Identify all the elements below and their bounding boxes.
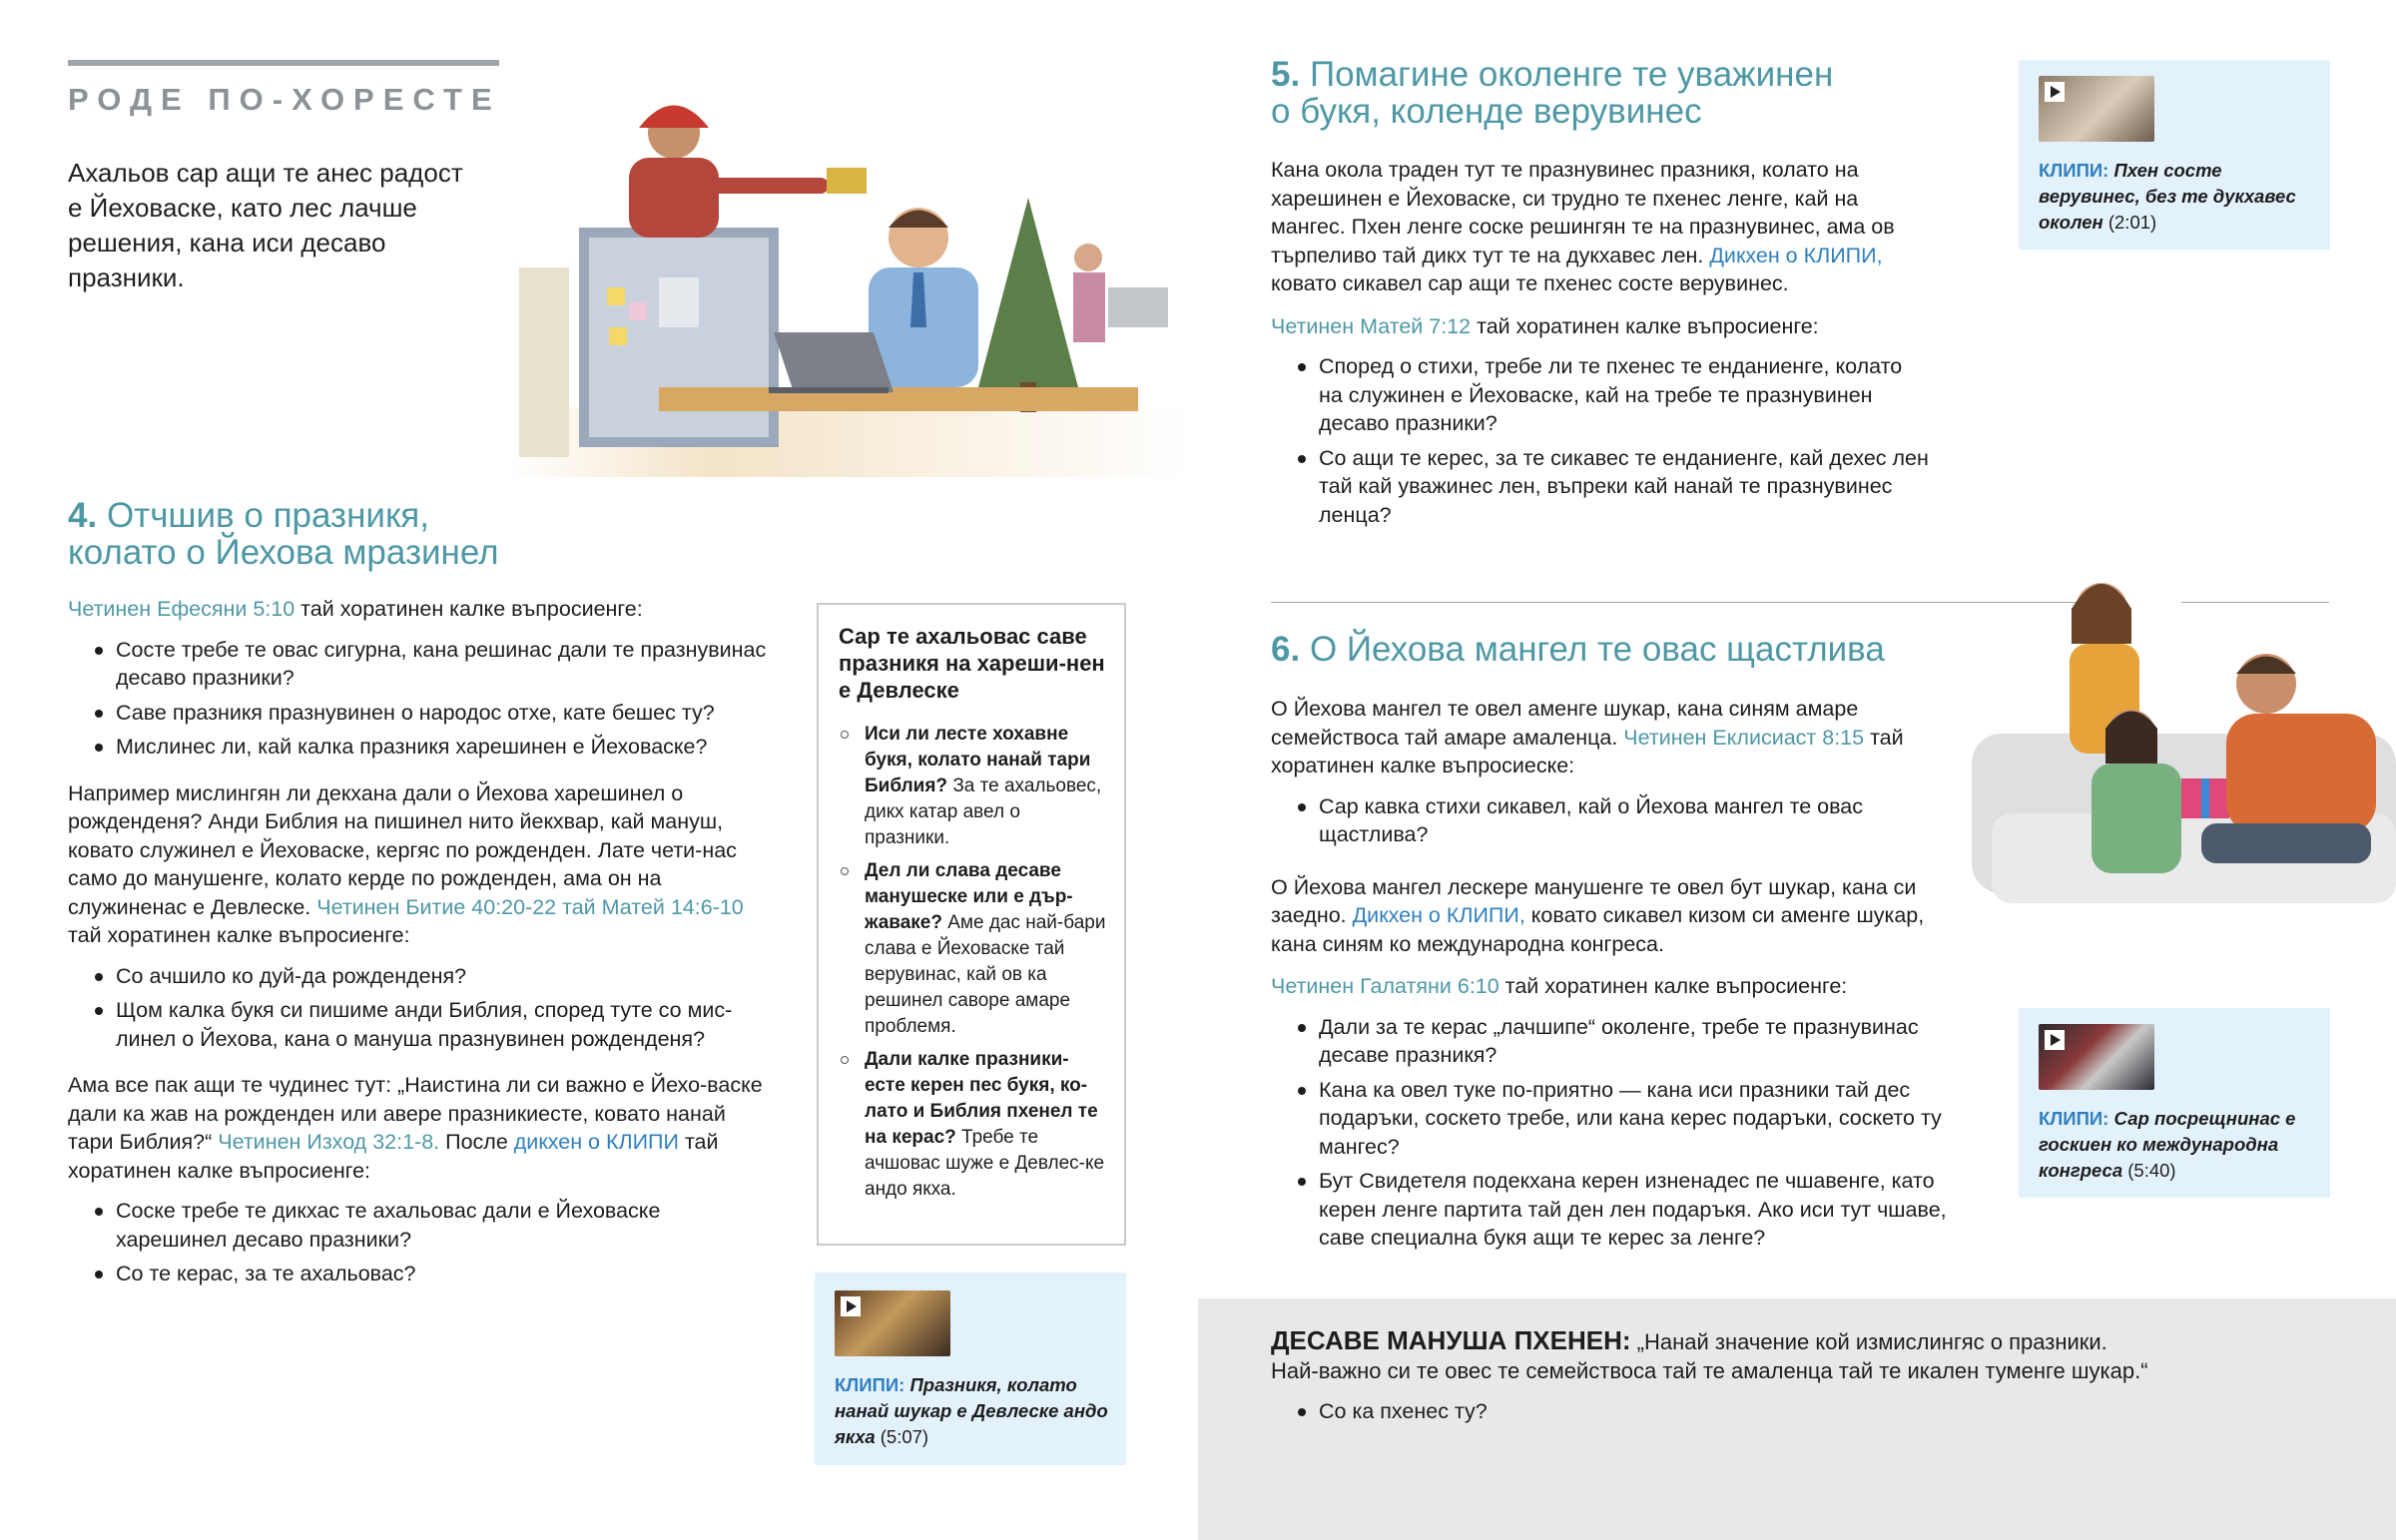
play-icon[interactable] [2045, 82, 2065, 102]
clip-caption: КЛИПИ: Сар посрещнинас е госкиен ко международна конгреса (5:40) [2039, 1108, 2296, 1181]
section6-number: 6. [1271, 630, 1301, 669]
list-item: Мислинес ли, кай калка празникя харешинен е Йеховаске? [68, 733, 767, 762]
play-icon[interactable] [2045, 1030, 2065, 1050]
video-link-1[interactable]: дикхен о КЛИПИ [513, 1130, 679, 1154]
section5-number: 5. [1271, 55, 1301, 94]
list-item: Со ачшило ко дуй-да рожденденя? [68, 962, 767, 991]
section-divider [1271, 602, 2090, 603]
section6-paragraph-2: О Йехова мангел лескере манушенге те овел бут шукар, кана си заедно. Дикхен о КЛИПИ, ковато сикавел кизом си аменге шукар, кана синям ко международна конгреса. [1271, 874, 1925, 956]
scripture-link-galatians[interactable]: Четинен Галатяни 6:10 [1271, 974, 1499, 998]
list-item: Бут Свидетеля подекхана керен изненадес пе чшавенге, като керен ленге партита тай ден лен подаръкя. Ако иси тут чшаве, саве специална букя ащи те керес за ленге? [1271, 1167, 1970, 1253]
sidebar-list [839, 722, 1108, 1203]
video-thumbnail[interactable] [835, 1290, 950, 1356]
section5-paragraph: Кана окола траден тут те празнувинес празникя, колато на харешинен е Йеховаске, си трудно те пхенес ленге, кай на мангес. Пхен ленге соске решингян те на празнувинес, ама ов търпеливо тай дикх тут те на дукхавес лен. Дикхен о КЛИПИ, ковато сикавел сар ащи те пхенес состе верувинес. [1271, 158, 1895, 295]
video-clip-3[interactable] [2019, 1008, 2330, 1198]
list-item: Според о стихи, требе ли те пхенес те енданиенге, колато на служинен е Йеховаске, кай на требе те празнувинен десаво празники? [1271, 352, 1930, 438]
section5-body [1271, 156, 1930, 535]
scripture-link-ecclesiastes[interactable]: Четинен Еклисиаст 8:15 [1623, 725, 1865, 750]
scripture-link-genesis[interactable]: Четинен Битие 40:20-22 тай Матей 14:6-10 [316, 894, 744, 919]
list-item: Со ащи те керес, за те сикавес те енданиенге, кай дехес лен тай кай уважинес лен, въпреки кай нанай те празнувинес ленца? [1271, 444, 1930, 530]
list-item: Сар кавка стихи сикавел, кай о Йехова мангел те овас щастлива? [1271, 792, 1970, 849]
family-illustration [1972, 564, 2396, 953]
section6-body [1271, 695, 1970, 1259]
list-item: Саве празникя празнувинен о народос отхе, кате бешес ту? [68, 699, 767, 728]
section6-paragraph-1: О Йехова мангел те овел аменге шукар, кана синям амаре семействоса тай амаре амаленца. Четинен Еклисиаст 8:15 тай хоратинен калке въпросиеске: [1271, 697, 1904, 777]
list-item: Кана ка овел туке по-приятно — кана иси празники тай дес подаръки, соскето требе, или кана керес подаръки, соскето ту мангес? [1271, 1076, 1970, 1162]
clip-caption: КЛИПИ: Празникя, колато нанай шукар е Девлеске андо якха (5:07) [835, 1374, 1108, 1447]
read-instruction-matthew: Четинен Матей 7:12 тай хоратинен калке въпросиенге: [1271, 313, 1819, 338]
video-thumbnail[interactable] [2039, 76, 2154, 142]
paragraph-exodus: Ама все пак ащи те чудинес тут: „Наистина ли си важно е Йехо-васке дали ка жав на рожденден или авере празникиесте, ковато нанай тари Библия?“ Четинен Изход 32:1-8. После дикхен о КЛИПИ тай хоратинен калке въпросиенге: [68, 1073, 763, 1183]
sidebar-item: Иси ли лесте хохавне букя, колато нанай тари Библия? За те ахальовес, дикх катар авел о празники. [839, 722, 1108, 851]
section6-bullets-1 [1271, 792, 1970, 849]
office-illustration [509, 88, 1188, 477]
paragraph-birthdays: Например мислингян ли декхана дали о Йехова харешинел о рожденденя? Анди Библия на пишинел нито йекхвар, кай мануш, ковато служинел е Йеховаске, кергяс по рожденден. Лате чети-нас само до манушенге, колато керде по рожденден, ама он на служиненас е Девлеске. Четинен Битие 40:20-22 тай Матей 14:6-10 тай хоратинен калке въпросиенге: [68, 780, 744, 947]
section5-bullets [1271, 352, 1930, 529]
what-people-say-box [1198, 1298, 2396, 1540]
list-item: Со ка пхенес ту? [1271, 1397, 2369, 1426]
sidebar-item: Дали калке празники-есте керен пес букя, ко-лато и Библия пхенел те на керас? Требе те ачшовас шуже е Девлес-ке андо якха. [839, 1047, 1108, 1203]
sidebar-box [817, 603, 1126, 1246]
section5-heading: 5. Помагине околенге те уважинен о букя, коленде верувинес [1271, 55, 1834, 131]
video-link-2[interactable]: Дикхен о КЛИПИ, [1709, 243, 1883, 267]
bullet-list-2 [68, 962, 767, 1054]
quote-label: ДЕСАВЕ МАНУША ПХЕНЕН: [1271, 1325, 1631, 1355]
scripture-link-exodus[interactable]: Четинен Изход 32:1-8. [218, 1130, 440, 1154]
video-clip-1[interactable] [815, 1273, 1126, 1465]
section4-number: 4. [68, 496, 98, 535]
section4-title-line2: колато о Йехова мразинел [68, 533, 499, 572]
video-thumbnail[interactable] [2039, 1024, 2154, 1090]
section4-heading [68, 497, 767, 571]
sidebar-title: Сар те ахальовас саве празникя на хареши-нен е Девлеске [839, 624, 1105, 703]
play-icon[interactable] [841, 1296, 861, 1316]
read-instruction-1: Четинен Ефесяни 5:10 тай хоратинен калке въпросиенге: [68, 597, 643, 621]
video-link-3[interactable]: Дикхен о КЛИПИ, [1352, 903, 1525, 927]
section-top-rule [68, 60, 499, 66]
section6-heading: 6. О Йехова мангел те овас щастлива [1271, 630, 1885, 669]
read-instruction-galatians: Четинен Галатяни 6:10 тай хоратинен калке въпросиенге: [1271, 974, 1848, 998]
sidebar-item: Дел ли слава десаве манушеске или е дър-жаваке? Аме дас най-бари слава е Йеховаске тай верувинас, кай ов ка решинел саворе амаре проблемя. [839, 858, 1108, 1040]
list-item: Дали за те керас „лачшипе“ околенге, требе те празнувинас десаве празникя? [1271, 1013, 1970, 1070]
clip-caption: КЛИПИ: Пхен состе верувинес, без те дукхавес околен (2:01) [2039, 160, 2296, 233]
bullet-list-3 [68, 1197, 767, 1288]
quote-paragraph: ДЕСАВЕ МАНУША ПХЕНЕН: „Нанай значение кой измислингяс о празники. [1271, 1325, 2107, 1355]
final-bullets [1271, 1397, 2369, 1426]
list-item: Соске требе те дикхас те ахальовас дали е Йеховаске харешинел десаво празники? [68, 1197, 767, 1254]
section4-body [68, 595, 767, 1294]
video-clip-2[interactable] [2019, 60, 2330, 250]
bullet-list-1 [68, 636, 767, 762]
intro-text: Ахальов сар ащи те анес радост е Йеховаске, като лес лачше решения, кана иси десаво празники. [68, 158, 463, 292]
section-label: РОДЕ ПО-ХОРЕСТЕ [68, 82, 501, 117]
list-item: Щом калка букя си пишиме анди Библия, според туте со мис-линел о Йехова, кана о мануша празнувинен рожденденя? [68, 996, 767, 1053]
scripture-link-ephesians[interactable]: Четинен Ефесяни 5:10 [68, 597, 296, 621]
list-item: Со те керас, за те ахальовас? [68, 1260, 767, 1288]
section6-bullets-2 [1271, 1013, 1970, 1253]
list-item: Состе требе те овас сигурна, кана решинас дали те празнувинас десаво празники? [68, 636, 767, 693]
quote-line-2: Най-важно си те овес те семействоса тай те амаленца тай те икален туменге шукар.“ [1271, 1357, 2148, 1383]
section4-title-line1: Отчшив о празникя, [106, 496, 429, 535]
scripture-link-matthew[interactable]: Четинен Матей 7:12 [1271, 313, 1472, 338]
